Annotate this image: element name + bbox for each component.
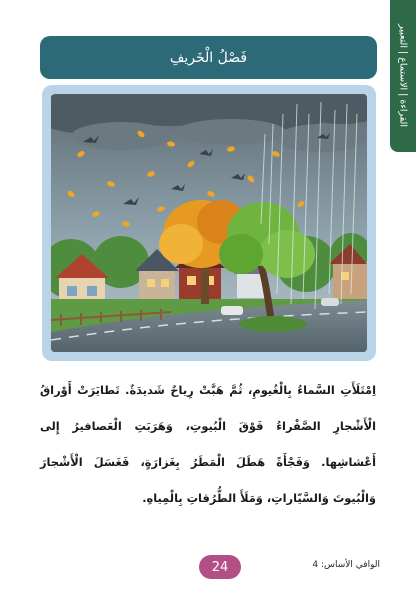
section-side-tab-label: القراءة | الاستماع | التعبير [397, 24, 409, 128]
illustration-frame [42, 85, 376, 361]
story-paragraph: اِمْتَلَأَتِ السَّماءُ بِالْغُيومِ، ثُمَّ هَبَّتْ رِياحٌ شَديدَةٌ. تَطايَرَتْ أَوْراقُ الْأَشْجارِ الصَّفْراءُ فَوْقَ الْبُيوتِ، وَهَرَبَتِ الْعَصافيرُ إِلى أَعْشاشِها. وَفَجْأَةً هَطَلَ الْمَطَرُ بِغَزارَةٍ، فَغَسَلَ الْأَشْجارَ وَالْبُيوتَ وَالسَّيّاراتِ، وَمَلَأَ الطُّرُقاتِ بِالْمِياهِ. [40, 383, 376, 505]
lesson-title: فَصْلُ الْخَريفِ [169, 49, 248, 66]
book-title-footer: الوافي الأساس: 4 [312, 560, 380, 570]
lesson-title-banner [40, 36, 377, 79]
section-side-tab [390, 0, 416, 152]
autumn-rain-illustration [51, 94, 367, 352]
page-number: 24 [211, 559, 229, 575]
page-number-badge [199, 555, 241, 579]
